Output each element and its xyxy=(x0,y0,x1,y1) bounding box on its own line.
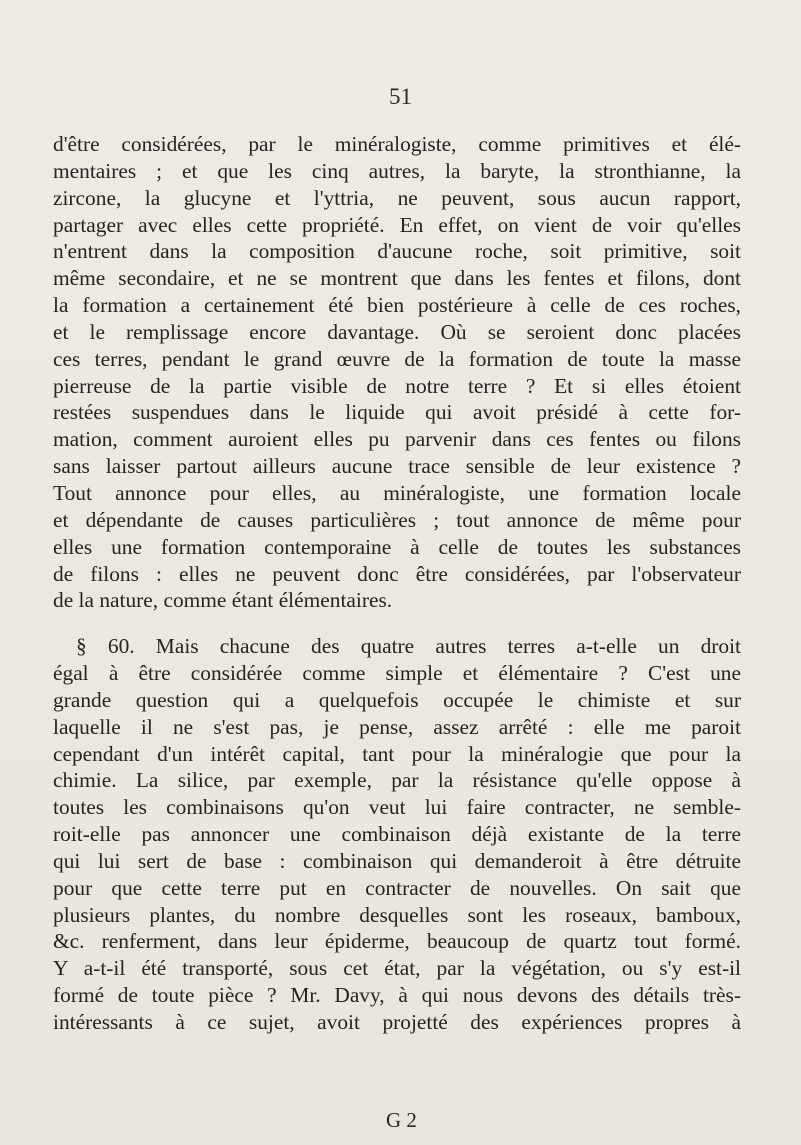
text-line: grande question qui a quelquefois occupée le chimiste et sur xyxy=(53,687,741,712)
text-line: elles une formation contemporaine à celle de toutes les substances xyxy=(53,534,741,559)
text-line: Tout annonce pour elles, au minéralogiste, une formation locale xyxy=(53,480,741,505)
paragraph-1 xyxy=(53,131,741,614)
text-line: qui lui sert de base : combinaison qui demanderoit à être détruite xyxy=(53,848,741,873)
text-line: mation, comment auroient elles pu parvenir dans ces fentes ou filons xyxy=(53,427,741,452)
page-number: 51 xyxy=(389,84,412,109)
text-line: mentaires ; et que les cinq autres, la baryte, la stronthianne, la xyxy=(53,158,741,183)
text-line: n'entrent dans la composition d'aucune roche, soit primitive, soit xyxy=(53,239,741,264)
paragraph-2 xyxy=(53,633,741,1036)
text-line: formé de toute pièce ? Mr. Davy, à qui nous devons des détails très- xyxy=(53,983,741,1008)
text-line: chimie. La silice, par exemple, par la résistance qu'elle oppose à xyxy=(53,768,741,793)
text-line: même secondaire, et ne se montrent que dans les fentes et filons, dont xyxy=(53,266,741,291)
text-line: Y a-t-il été transporté, sous cet état, par la végétation, ou s'y est-il xyxy=(53,956,741,981)
signature-mark: G 2 xyxy=(386,1108,417,1132)
text-line: de filons : elles ne peuvent donc être considérées, par l'observateur xyxy=(53,561,741,586)
text-line: pierreuse de la partie visible de notre terre ? Et si elles étoient xyxy=(53,373,741,398)
text-line: de la nature, comme étant élémentaires. xyxy=(53,588,393,613)
text-line: roit-elle pas annoncer une combinaison déjà existante de la terre xyxy=(53,822,741,847)
text-line: égal à être considérée comme simple et élémentaire ? C'est une xyxy=(53,661,741,686)
text-line: d'être considérées, par le minéralogiste, comme primitives et élé- xyxy=(53,132,741,156)
text-line: &c. renferment, dans leur épiderme, beaucoup de quartz tout formé. xyxy=(53,929,741,954)
text-line: laquelle il ne s'est pas, je pense, assez arrêté : elle me paroit xyxy=(53,714,741,739)
text-line: et le remplissage encore davantage. Où se seroient donc placées xyxy=(53,319,741,344)
text-line: restées suspendues dans le liquide qui avoit présidé à cette for- xyxy=(53,400,741,425)
text-line: intéressants à ce sujet, avoit projetté des expériences propres à xyxy=(53,1010,741,1034)
text-line: zircone, la glucyne et l'yttria, ne peuvent, sous aucun rapport, xyxy=(53,185,741,210)
text-line: toutes les combinaisons qu'on veut lui faire contracter, ne semble- xyxy=(53,795,741,820)
text-line: ces terres, pendant le grand œuvre de la formation de toute la masse xyxy=(53,346,741,371)
text-line: et dépendante de causes particulières ; tout annonce de même pour xyxy=(53,507,741,532)
text-line: sans laisser partout ailleurs aucune trace sensible de leur existence ? xyxy=(53,454,741,479)
text-line: cependant d'un intérêt capital, tant pour la minéralogie que pour la xyxy=(53,741,741,766)
text-line: partager avec elles cette propriété. En effet, on vient de voir qu'elles xyxy=(53,212,741,237)
body-text xyxy=(53,131,741,1036)
text-line: pour que cette terre put en contracter de nouvelles. On sait que xyxy=(53,875,741,900)
text-line: § 60. Mais chacune des quatre autres terres a-t-elle un droit xyxy=(76,634,741,659)
text-line: la formation a certainement été bien postérieure à celle de ces roches, xyxy=(53,293,741,318)
text-line: plusieurs plantes, du nombre desquelles sont les roseaux, bamboux, xyxy=(53,902,741,927)
